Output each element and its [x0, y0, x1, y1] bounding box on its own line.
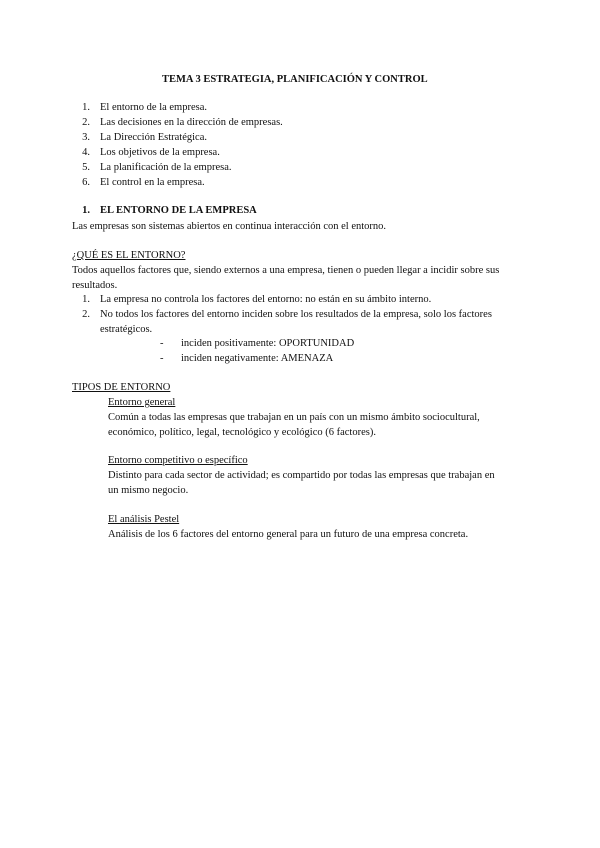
subheading-tipos: TIPOS DE ENTORNO — [72, 382, 171, 393]
list-item: 1. El entorno de la empresa. — [82, 102, 207, 113]
paragraph-line: Todos aquellos factores que, siendo externos a una empresa, tienen o pueden llegar a incidir sobre sus — [72, 265, 500, 276]
section-heading: 1. EL ENTORNO DE LA EMPRESA — [82, 205, 257, 216]
list-item: 4. Los objetivos de la empresa. — [82, 147, 220, 158]
list-item: 1. La empresa no controla los factores del entorno: no están en su ámbito interno. — [82, 294, 432, 305]
section-intro: Las empresas son sistemas abiertos en continua interacción con el entorno. — [72, 221, 387, 232]
subheading-competitivo: Entorno competitivo o específico — [108, 455, 248, 466]
list-item: 6. El control en la empresa. — [82, 177, 205, 188]
paragraph-line: económico, político, legal, tecnológico y ecológico (6 factores). — [108, 427, 376, 438]
list-item: 3. La Dirección Estratégica. — [82, 132, 207, 143]
paragraph-line: Análisis de los 6 factores del entorno general para un futuro de una empresa concreta. — [108, 529, 469, 540]
dash-item: - inciden positivamente: OPORTUNIDAD — [160, 338, 355, 349]
subheading-pestel: El análisis Pestel — [108, 514, 180, 525]
list-item-continuation: estratégicos. — [100, 324, 153, 335]
document-title: TEMA 3 ESTRATEGIA, PLANIFICACIÓN Y CONTROL — [162, 74, 428, 85]
list-item: 2. Las decisiones en la dirección de empresas. — [82, 117, 283, 128]
subheading-general: Entorno general — [108, 397, 176, 408]
list-item: 5. La planificación de la empresa. — [82, 162, 232, 173]
paragraph-line: Distinto para cada sector de actividad; es compartido por todas las empresas que trabajan en — [108, 470, 495, 481]
subheading-que-es: ¿QUÉ ES EL ENTORNO? — [72, 250, 186, 261]
paragraph-line: un mismo negocio. — [108, 485, 189, 496]
paragraph-line: resultados. — [72, 280, 118, 291]
paragraph-line: Común a todas las empresas que trabajan en un país con un mismo ámbito sociocultural, — [108, 412, 480, 423]
dash-item: - inciden negativamente: AMENAZA — [160, 353, 334, 364]
list-item: 2. No todos los factores del entorno inciden sobre los resultados de la empresa, solo los factores — [82, 309, 492, 320]
